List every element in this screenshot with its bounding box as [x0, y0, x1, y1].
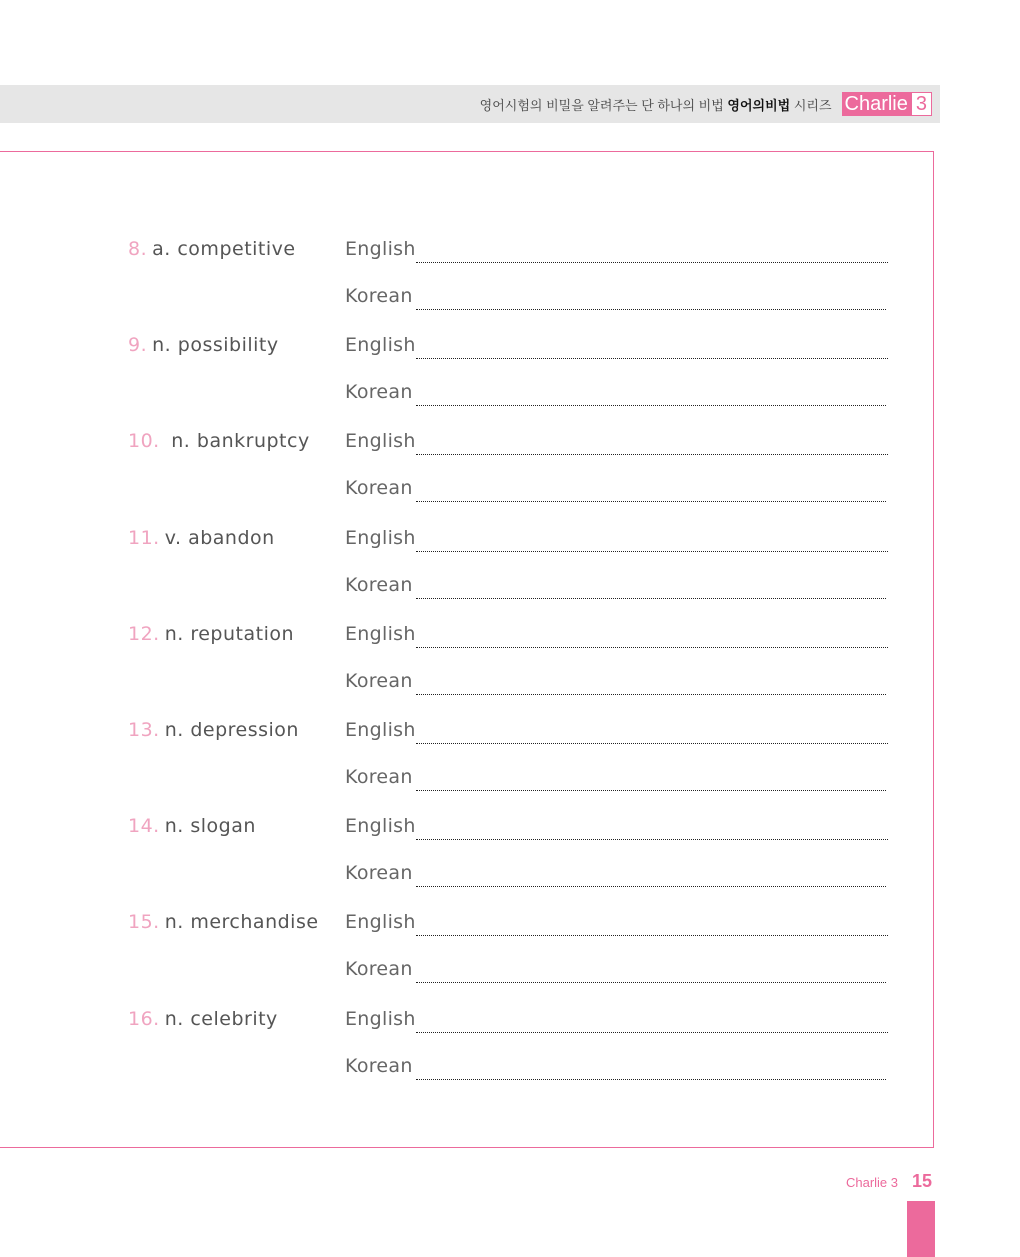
word-row: [0, 623, 1020, 653]
english-label: English: [345, 238, 416, 260]
english-answer-line[interactable]: [416, 358, 888, 359]
term-text: n. depression: [164, 719, 299, 741]
korean-label: Korean: [345, 862, 413, 884]
term-text: n. slogan: [164, 815, 256, 837]
footer-series: Charlie 3: [845, 1175, 898, 1190]
item-number: 9.: [128, 334, 148, 356]
item-number: 16.: [128, 1008, 160, 1030]
english-answer-line[interactable]: [416, 743, 888, 744]
korean-label: Korean: [345, 766, 413, 788]
item-number: 11.: [128, 527, 160, 549]
korean-row: [0, 766, 1020, 796]
korean-answer-line[interactable]: [416, 790, 886, 791]
korean-label: Korean: [345, 477, 413, 499]
vocab-term: [128, 623, 294, 645]
header-tagline: [480, 95, 832, 114]
korean-answer-line[interactable]: [416, 1079, 886, 1080]
korean-row: [0, 958, 1020, 988]
term-text: n. possibility: [152, 334, 279, 356]
term-text: n. merchandise: [164, 911, 319, 933]
vocab-term: [128, 238, 296, 260]
korean-row: [0, 477, 1020, 507]
vocab-term: [128, 334, 279, 356]
brand-name: Charlie: [842, 92, 911, 116]
english-label: English: [345, 430, 416, 452]
korean-label: Korean: [345, 670, 413, 692]
korean-row: [0, 1055, 1020, 1085]
english-label: English: [345, 1008, 416, 1030]
vocab-term: [128, 719, 299, 741]
vocab-term: [128, 911, 319, 933]
korean-answer-line[interactable]: [416, 598, 886, 599]
english-label: English: [345, 334, 416, 356]
english-label: English: [345, 527, 416, 549]
korean-row: [0, 574, 1020, 604]
english-answer-line[interactable]: [416, 647, 888, 648]
korean-row: [0, 670, 1020, 700]
english-label: English: [345, 911, 416, 933]
item-number: 10.: [128, 430, 160, 452]
vocab-term: [128, 815, 256, 837]
word-row: [0, 334, 1020, 364]
korean-answer-line[interactable]: [416, 405, 886, 406]
korean-row: [0, 862, 1020, 892]
english-answer-line[interactable]: [416, 262, 888, 263]
english-label: English: [345, 815, 416, 837]
word-row: [0, 1008, 1020, 1038]
term-text: v. abandon: [164, 527, 275, 549]
term-text: n. reputation: [164, 623, 295, 645]
korean-label: Korean: [345, 958, 413, 980]
vocab-term: [128, 430, 310, 452]
vocab-term: [128, 527, 275, 549]
brand-logo: [842, 92, 932, 116]
korean-label: Korean: [345, 285, 413, 307]
english-answer-line[interactable]: [416, 1032, 888, 1033]
term-text: n. celebrity: [164, 1008, 278, 1030]
tagline-bold: 영어의비법: [727, 97, 791, 113]
korean-answer-line[interactable]: [416, 694, 886, 695]
word-row: [0, 719, 1020, 749]
brand-number: 3: [911, 92, 932, 116]
english-answer-line[interactable]: [416, 551, 888, 552]
english-label: English: [345, 719, 416, 741]
tagline-series: 시리즈: [793, 97, 832, 113]
english-answer-line[interactable]: [416, 839, 888, 840]
korean-answer-line[interactable]: [416, 309, 886, 310]
word-row: [0, 815, 1020, 845]
word-row: [0, 238, 1020, 268]
word-row: [0, 911, 1020, 941]
english-label: English: [345, 623, 416, 645]
korean-answer-line[interactable]: [416, 501, 886, 502]
korean-answer-line[interactable]: [416, 886, 886, 887]
term-text: n. bankruptcy: [164, 430, 310, 452]
page-tab: [907, 1201, 935, 1257]
korean-label: Korean: [345, 381, 413, 403]
item-number: 13.: [128, 719, 160, 741]
item-number: 8.: [128, 238, 148, 260]
english-answer-line[interactable]: [416, 935, 888, 936]
tagline-text: 영어시험의 비밀을 알려주는 단 하나의 비법: [479, 97, 724, 113]
term-text: a. competitive: [152, 238, 296, 260]
page-number: 15: [911, 1171, 932, 1191]
item-number: 15.: [128, 911, 160, 933]
word-row: [0, 430, 1020, 460]
item-number: 14.: [128, 815, 160, 837]
korean-row: [0, 381, 1020, 411]
korean-label: Korean: [345, 1055, 413, 1077]
korean-label: Korean: [345, 574, 413, 596]
english-answer-line[interactable]: [416, 454, 888, 455]
word-row: [0, 527, 1020, 557]
header: [480, 92, 932, 116]
korean-row: [0, 285, 1020, 315]
item-number: 12.: [128, 623, 160, 645]
korean-answer-line[interactable]: [416, 982, 886, 983]
vocab-term: [128, 1008, 278, 1030]
